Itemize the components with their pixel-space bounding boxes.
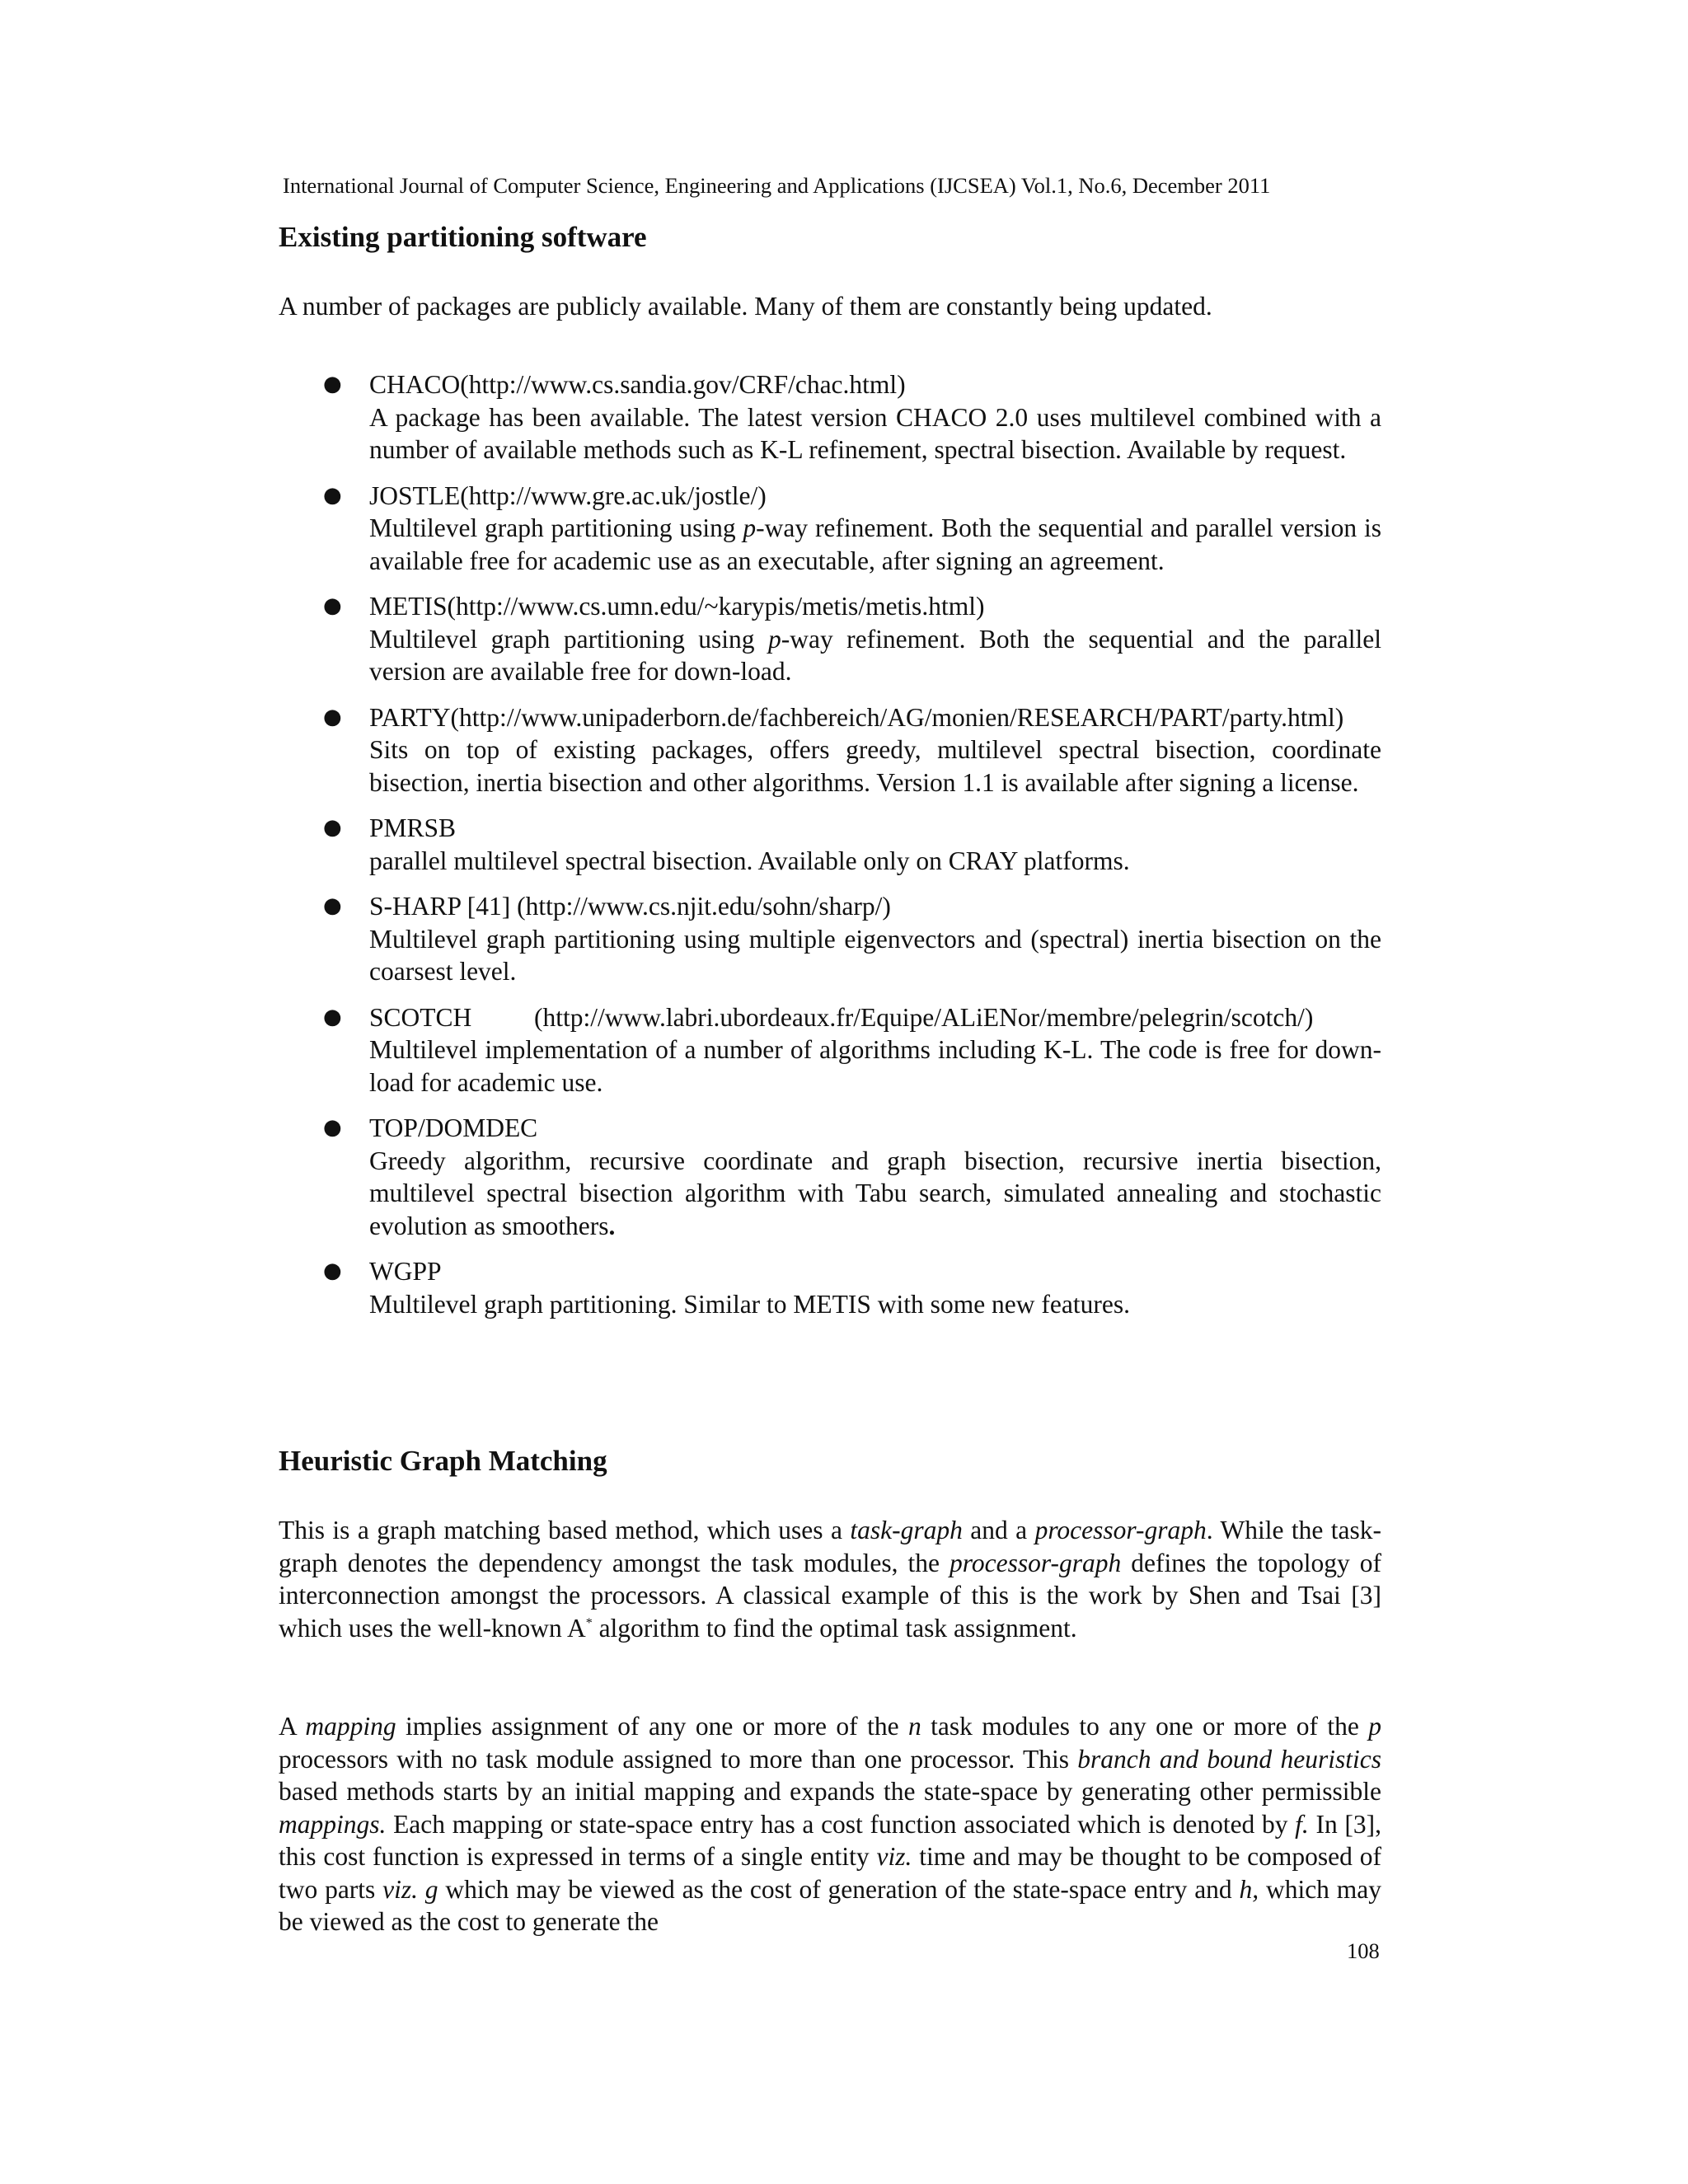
list-item-party: [279, 701, 1381, 799]
list-item-chaco: [279, 368, 1381, 466]
package-title: CHACO(http://www.cs.sandia.gov/CRF/chac.html): [369, 370, 906, 399]
package-title: TOP/DOMDEC: [369, 1113, 538, 1142]
list-item-scotch: [279, 1001, 1381, 1099]
package-description: A package has been available. The latest version CHACO 2.0 uses multilevel combined with a number of available methods such as K-L refinement, spectral bisection. Available by request.: [369, 402, 1381, 464]
package-description: Multilevel graph partitioning using p-way refinement. Both the sequential and the parallel version are available free for down-load.: [369, 624, 1381, 686]
bullet-icon: ●: [323, 815, 342, 840]
list-item-metis: [279, 590, 1381, 688]
package-description: Sits on top of existing packages, offers greedy, multilevel spectral bisection, coordinate bisection, inertia bisection and other algorithms. Version 1.1 is available after signing a license.: [369, 735, 1381, 797]
package-title: WGPP: [369, 1257, 442, 1286]
package-title: PARTY(http://www.unipaderborn.de/fachbereich/AG/monien/RESEARCH/PART/party.html): [369, 702, 1344, 732]
list-item-pmrsb: [279, 812, 1381, 877]
package-list: [279, 368, 1381, 1333]
paragraph-graph-matching-1: This is a graph matching based method, which uses a task-graph and a processor-graph. While the task-graph denotes the dependency amongst the task modules, the processor-graph defines the topology of interconnection amongst the processors. A classical example of this is the work by Shen and Tsai [3] which uses the well-known A* algorithm to find the optimal task assignment.: [279, 1516, 1381, 1643]
list-item-jostle: [279, 480, 1381, 578]
package-title: METIS(http://www.cs.umn.edu/~karypis/metis/metis.html): [369, 592, 985, 621]
paragraph-graph-matching-2: A mapping implies assignment of any one or more of the n task modules to any one or more of the p processors with no task module assigned to more than one processor. This branch and bound heuristics based methods starts by an initial mapping and expands the state-space by generating other permissible mappings. Each mapping or state-space entry has a cost function associated which is denoted by f. In [3], this cost function is expressed in terms of a single entity viz. time and may be thought to be composed of two parts viz. g which may be viewed as the cost of generation of the state-space entry and h, which may be viewed as the cost to generate the: [279, 1712, 1382, 1936]
bullet-icon: ●: [323, 1115, 342, 1140]
list-item-wgpp: [279, 1255, 1381, 1320]
list-item-sharp: [279, 890, 1381, 988]
package-description: Multilevel graph partitioning using multiple eigenvectors and (spectral) inertia bisection on the coarsest level.: [369, 924, 1381, 986]
section-heading-partitioning-software: Existing partitioning software: [279, 221, 647, 253]
package-title: SCOTCH (http://www.labri.ubordeaux.fr/Equipe/ALiENor/membre/pelegrin/scotch/): [369, 1002, 1314, 1032]
list-item-top-domdec: [279, 1112, 1381, 1242]
package-description: Multilevel implementation of a number of algorithms including K-L. The code is free for down-load for academic use.: [369, 1035, 1381, 1097]
bullet-icon: ●: [323, 482, 342, 508]
bullet-icon: ●: [323, 372, 342, 396]
package-description: Multilevel graph partitioning using p-way refinement. Both the sequential and parallel version is available free for academic use as an executable, after signing an agreement.: [369, 513, 1381, 575]
bullet-icon: ●: [323, 593, 342, 618]
package-title: PMRSB: [369, 813, 457, 842]
bullet-icon: ●: [323, 704, 342, 729]
package-description: Greedy algorithm, recursive coordinate and graph bisection, recursive inertia bisection, multilevel spectral bisection algorithm with Tabu search, simulated annealing and stochastic evolution as smoothers.: [369, 1146, 1381, 1240]
section-heading-graph-matching: Heuristic Graph Matching: [279, 1445, 607, 1477]
package-title: JOSTLE(http://www.gre.ac.uk/jostle/): [369, 480, 767, 510]
bullet-icon: ●: [323, 1258, 342, 1283]
package-title: S-HARP [41] (http://www.cs.njit.edu/sohn/sharp/): [369, 892, 891, 921]
bullet-icon: ●: [323, 1004, 342, 1029]
package-description: Multilevel graph partitioning. Similar to METIS with some new features.: [369, 1289, 1130, 1319]
bullet-icon: ●: [323, 893, 342, 918]
section-intro: A number of packages are publicly available. Many of them are constantly being updated.: [279, 292, 1212, 321]
running-header: International Journal of Computer Science, Engineering and Applications (IJCSEA) Vol.1, No.6, December 2011: [283, 173, 1271, 198]
page-number: 108: [1347, 1938, 1380, 1963]
package-description: parallel multilevel spectral bisection. Available only on CRAY platforms.: [369, 846, 1130, 875]
